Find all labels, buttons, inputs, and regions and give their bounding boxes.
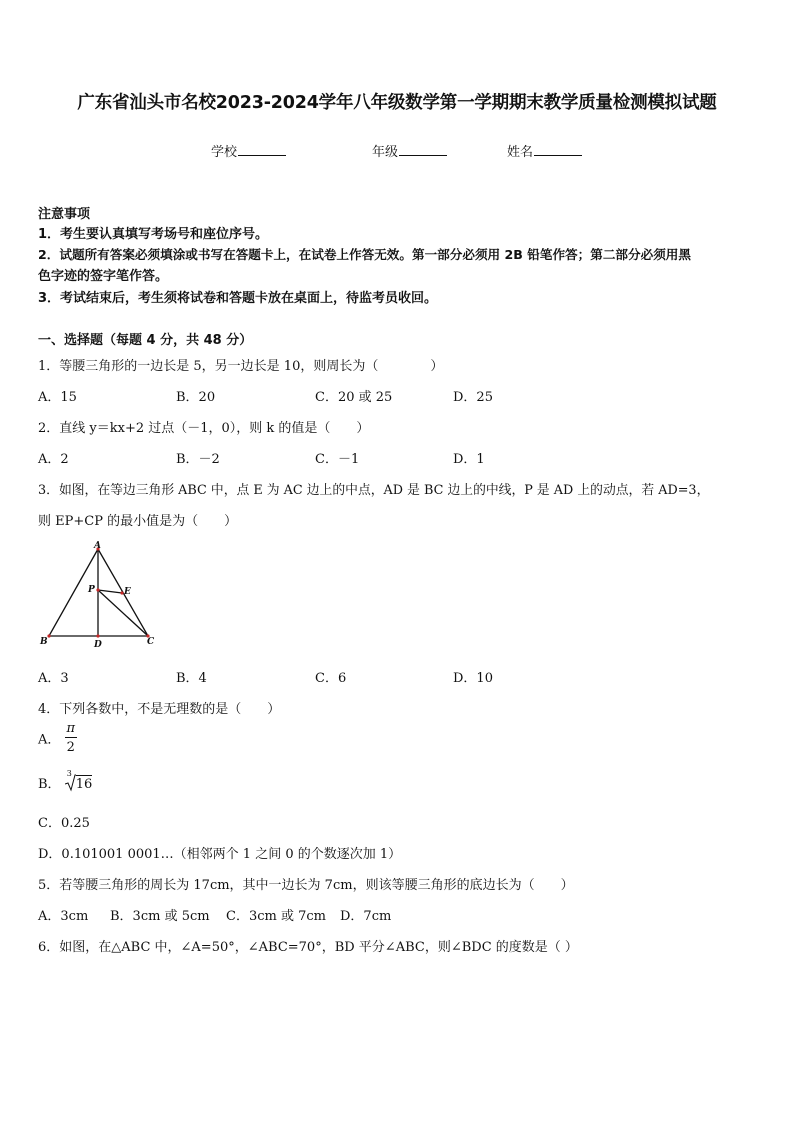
label-c: C xyxy=(147,637,155,647)
school-field xyxy=(211,141,286,160)
fraction-denominator: 2 xyxy=(66,740,75,755)
q1-option-a[interactable]: A．15 xyxy=(38,390,77,405)
label-p: P xyxy=(88,585,95,595)
fraction-pi-over-2 xyxy=(65,722,78,754)
q5-option-c[interactable]: C．3cm 或 7cm xyxy=(226,909,326,924)
q3-option-b[interactable]: B．4 xyxy=(176,671,207,686)
name-blank[interactable] xyxy=(534,142,582,156)
grade-blank[interactable] xyxy=(399,142,447,156)
q4-option-b-prefix: B． xyxy=(38,777,61,792)
question-3-stem-line1: 3．如图，在等边三角形 ABC 中，点 E 为 AC 边上的中点，AD 是 BC 边上的中线，P 是 AD 上的动点，若 AD=3， xyxy=(38,483,710,498)
note-item: 2．试题所有答案必须填涂或书写在答题卡上，在试卷上作答无效。第一部分必须用 2B 铅笔作答；第二部分必须用黑 xyxy=(38,247,691,262)
q2-option-d[interactable]: D．1 xyxy=(453,452,485,467)
q3-option-a[interactable]: A．3 xyxy=(38,671,69,686)
q4-option-c[interactable]: C．0.25 xyxy=(38,816,90,831)
exam-title: 广东省汕头市名校2023-2024学年八年级数学第一学期期末教学质量检测模拟试题 xyxy=(77,93,717,113)
school-blank[interactable] xyxy=(238,142,286,156)
q3-option-c[interactable]: C．6 xyxy=(315,671,347,686)
name-label: 姓名 xyxy=(507,145,534,160)
school-label: 学校 xyxy=(211,145,238,160)
grade-field xyxy=(372,141,447,160)
cube-root xyxy=(65,769,93,792)
fraction-numerator: π xyxy=(66,721,76,736)
question-3-stem-line2: 则 EP+CP 的最小值是为（ ） xyxy=(38,514,238,529)
q1-option-c[interactable]: C．20 或 25 xyxy=(315,390,393,405)
q4-option-a[interactable] xyxy=(38,722,77,754)
q4-option-b[interactable] xyxy=(38,769,93,792)
question-2-stem: 2．直线 y＝kx+2 过点（－1，0），则 k 的值是（ ） xyxy=(38,421,370,436)
note-item: 3．考试结束后，考生须将试卷和答题卡放在桌面上，待监考员收回。 xyxy=(38,291,438,306)
question-5-stem: 5．若等腰三角形的周长为 17cm，其中一边长为 7cm，则该等腰三角形的底边长为（ ） xyxy=(38,878,574,893)
label-d: D xyxy=(94,640,102,650)
q2-option-a[interactable]: A．2 xyxy=(38,452,69,467)
note-item: 1．考生要认真填写考场号和座位序号。 xyxy=(38,227,269,242)
notes-heading: 注意事项 xyxy=(38,207,91,222)
question-6-stem: 6．如图，在△ABC 中，∠A=50°，∠ABC=70°，BD 平分∠ABC，则∠BDC 的度数是（ ） xyxy=(38,940,578,955)
q4-option-a-prefix: A． xyxy=(38,732,61,748)
section-heading: 一、选择题（每题 4 分，共 48 分） xyxy=(38,333,253,348)
question-1-stem: 1．等腰三角形的一边长是 5，另一边长是 10，则周长为（ ） xyxy=(38,359,444,374)
question-4-stem: 4．下列各数中，不是无理数的是（ ） xyxy=(38,702,281,717)
q1-option-b[interactable]: B．20 xyxy=(176,390,216,405)
equilateral-triangle-figure xyxy=(36,540,166,652)
label-a: A xyxy=(94,541,101,551)
note-item: 色字迹的签字笔作答。 xyxy=(38,269,169,284)
name-field xyxy=(507,141,582,160)
root-index: 3 xyxy=(66,769,72,778)
q2-option-c[interactable]: C．－1 xyxy=(315,452,360,467)
radicand: 16 xyxy=(75,777,93,792)
grade-label: 年级 xyxy=(372,145,399,160)
label-b: B xyxy=(40,637,48,647)
label-e: E xyxy=(124,587,131,597)
q5-option-a[interactable]: A．3cm xyxy=(38,909,89,924)
segment-pc xyxy=(98,590,148,636)
q4-option-d[interactable]: D．0.101001 0001…（相邻两个 1 之间 0 的个数逐次加 1） xyxy=(38,847,402,862)
q5-option-d[interactable]: D．7cm xyxy=(340,909,392,924)
q2-option-b[interactable]: B．－2 xyxy=(176,452,220,467)
q5-option-b[interactable]: B．3cm 或 5cm xyxy=(110,909,210,924)
q1-option-d[interactable]: D．25 xyxy=(453,390,493,405)
q3-option-d[interactable]: D．10 xyxy=(453,671,493,686)
